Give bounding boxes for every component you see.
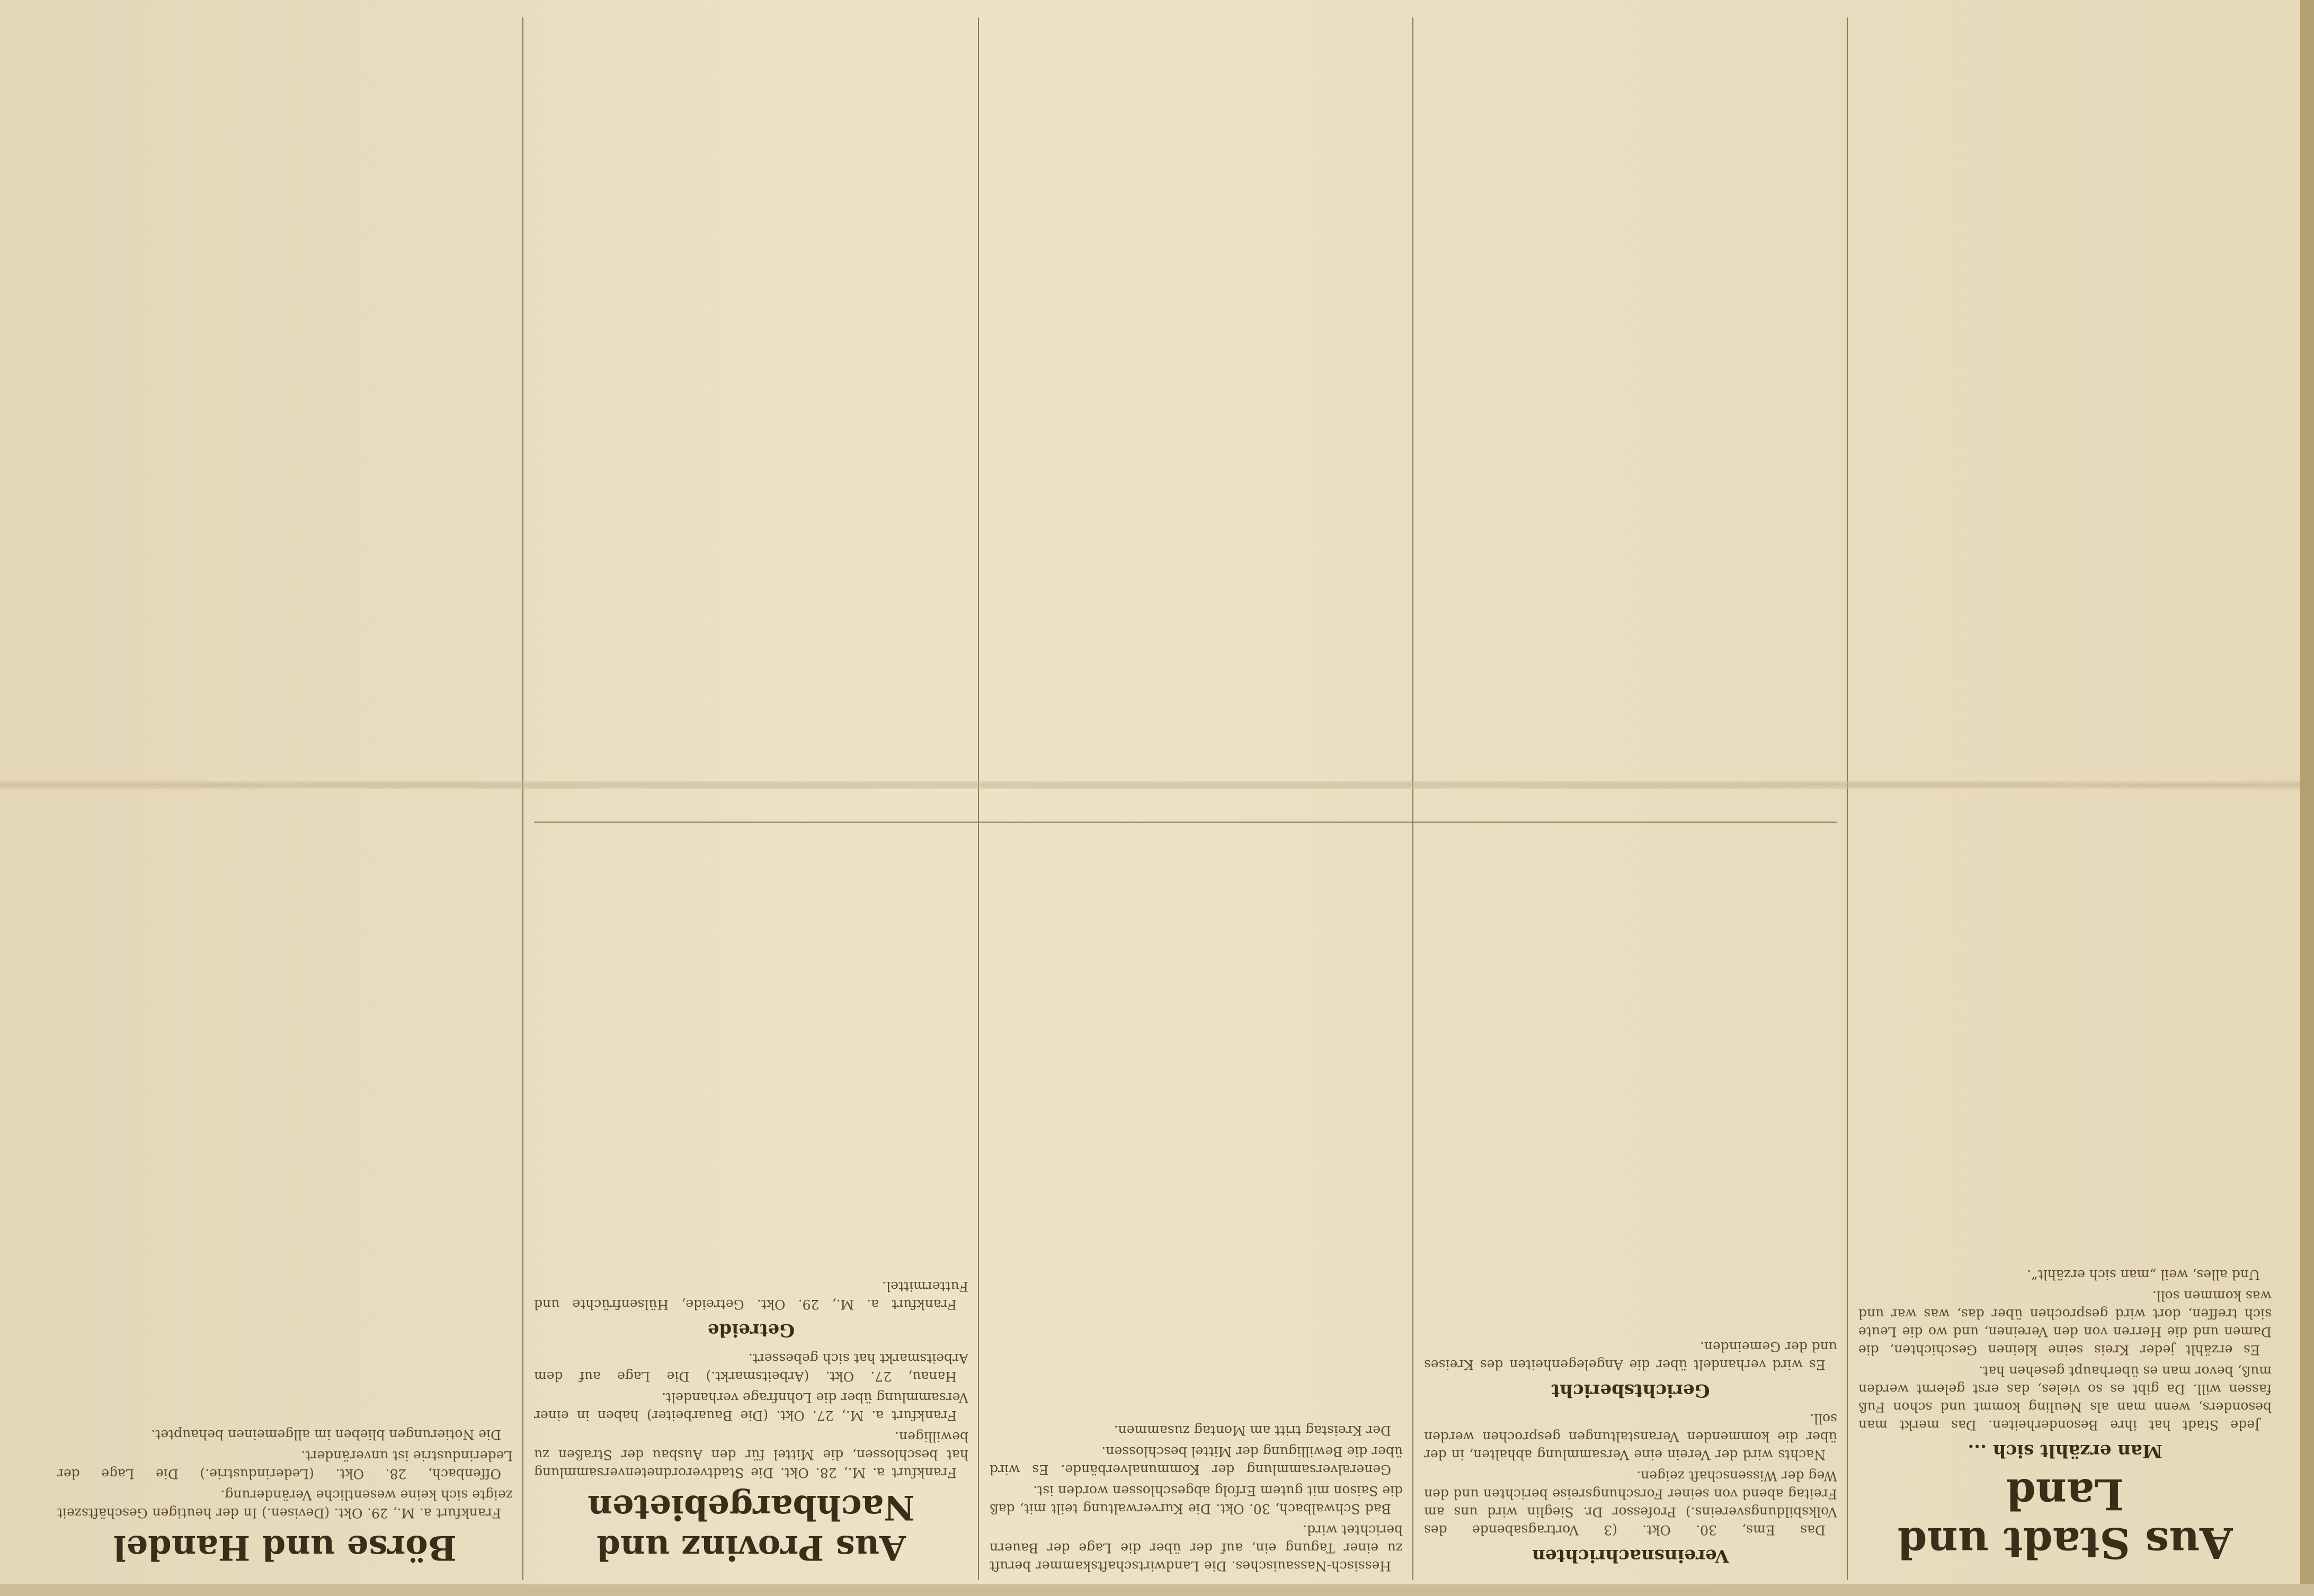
column-3-paragraph: Bad Schwalbach, 30. Okt. Die Kurverwaltung teilt mit, daß die Saison mit gutem Erfolg abgeschlossen worden ist. — [990, 1483, 1403, 1517]
column-2-heading: Vereinsnachrichten — [1532, 1545, 1729, 1566]
column-4-paragraph: Hanau, 27. Okt. (Arbeitsmarkt.) Die Lage auf dem Arbeitsmarkt hat sich gebessert. — [534, 1351, 968, 1384]
paper-fold — [0, 781, 2314, 789]
column-4-paragraph: Frankfurt a. M., 28. Okt. Die Stadtverordnetenversammlung hat beschlossen, die Mittel für den Ausbau der Straßen zu bewilligen. — [534, 1429, 968, 1481]
column-1-paragraph: Es erzählt jeder Kreis seine kleinen Geschichten, die Damen und die Herren von den Vereinen, und wo die Leute sich treffen, dort wird gesprochen über das, was war und was kommen soll. — [1858, 1288, 2272, 1358]
column-1-heading: Aus Stadt und Land — [1897, 1469, 2233, 1568]
column-2-paragraph: Nachts wird der Verein eine Versammlung abhalten, in der über die kommenden Veranstaltungen gesprochen werden soll. — [1424, 1411, 1837, 1463]
column-4-heading: Aus Provinz und Nachbargebieten — [588, 1487, 915, 1567]
column-rule — [1847, 17, 1848, 1580]
page-edge — [0, 1584, 2314, 1596]
column-5-heading: Börse und Handel — [113, 1528, 457, 1567]
column-2-section-title: Gerichtsbericht — [1551, 1380, 1710, 1401]
column-5-paragraph: Offenbach, 28. Okt. (Lederindustrie.) Die Lage der Lederindustrie ist unverändert. — [57, 1448, 513, 1482]
column-1-paragraph: Und alles, weil „man sich erzählt“. — [2027, 1267, 2260, 1282]
column-2 — [1424, 28, 1837, 1575]
column-2-paragraph: Es wird verhandelt über die Angelegenheiten des Kreises und der Gemeinden. — [1424, 1339, 1837, 1372]
column-3-paragraph: Hessisch-Nassauisches. Die Landwirtschaftskammer beruft zu einer Tagung ein, auf der über die Lage der Bauern berichtet wird. — [990, 1522, 1403, 1574]
column-2-paragraph: Das Ems, 30. Okt. (3 Vortragsabende des Volksbildungsvereins.) Professor Dr. Sieglin wird uns am Freitag abend von seiner Forschungsreise berichten und den Weg der Wissenschaft zeigen. — [1424, 1468, 1837, 1538]
column-4-paragraph: Frankfurt a. M., 29. Okt. Getreide, Hülsenfrüchte und Futtermittel. — [534, 1279, 968, 1312]
column-1 — [1858, 28, 2272, 1575]
column-3-paragraph: Generalversammlung der Kommunalverbände. Es wird über die Bewilligung der Mittel beschlossen. — [990, 1444, 1403, 1477]
page-edge — [2300, 0, 2314, 1596]
column-3-paragraph: Der Kreistag tritt am Montag zusammen. — [1114, 1423, 1391, 1438]
column-5-paragraph: Frankfurt a. M., 29. Okt. (Devisen.) In der heutigen Geschäftszeit zeigte sich keine wesentliche Veränderung. — [57, 1487, 513, 1521]
column-rule — [1412, 17, 1413, 1580]
column-rule — [522, 17, 523, 1580]
column-1-subheading: Man erzählt sich ... — [1968, 1440, 2162, 1461]
column-4-paragraph: Frankfurt a. M., 27. Okt. (Die Bauarbeiter) haben in einer Versammlung über die Lohnfrage verhandelt. — [534, 1390, 968, 1423]
column-3 — [990, 28, 1403, 1575]
column-4 — [534, 28, 968, 1575]
section-rule — [534, 822, 1837, 823]
column-5 — [57, 28, 513, 1575]
column-5-paragraph: Die Notierungen blieben im allgemeinen behauptet. — [151, 1427, 501, 1442]
column-rule — [978, 17, 979, 1580]
column-1-paragraph: Jede Stadt hat ihre Besonderheiten. Das merkt man besonders, wenn man als Neuling kommt und schon Fuß fassen will. Da gibt es so vieles, das erst gelernt werden muß, bevor man es überhaupt gesehen hat. — [1858, 1363, 2272, 1433]
column-4-section-title: Getreide — [707, 1319, 795, 1341]
